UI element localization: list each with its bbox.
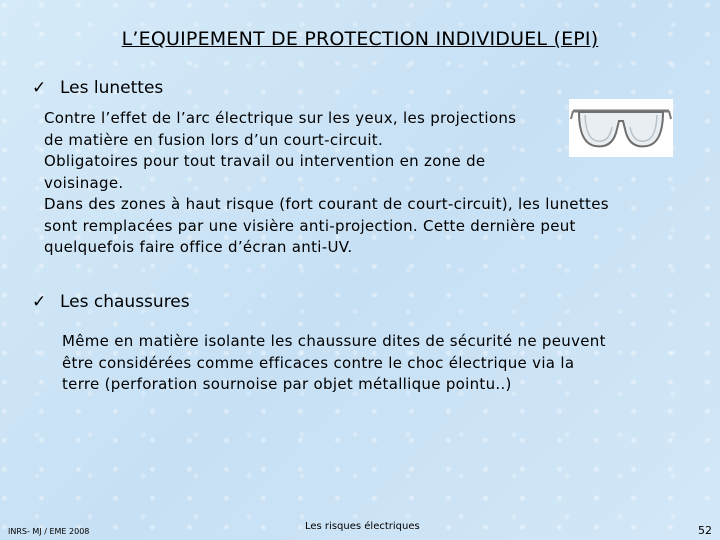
text-line: Contre l’effet de l’arc électrique sur les yeux, les projections (44, 109, 517, 127)
section-heading: Les lunettes (60, 78, 164, 98)
section-chaussures-text (62, 331, 606, 396)
page-number: 52 (698, 524, 712, 537)
text-line: terre (perforation sournoise par objet métallique pointu..) (62, 375, 512, 393)
section-lunettes-text (44, 108, 609, 259)
checkmark-icon: ✓ (32, 78, 47, 98)
footer-left: INRS- MJ / EME 2008 (8, 527, 90, 536)
text-line: être considérées comme efficaces contre le choc électrique via la (62, 353, 575, 372)
text-line: quelquefois faire office d’écran anti-UV. (44, 238, 353, 256)
text-line: sont remplacées par une visière anti-projection. Cette dernière peut (44, 216, 576, 235)
text-line: Même en matière isolante les chaussure dites de sécurité ne peuvent (62, 332, 606, 350)
text-line: voisinage. (44, 173, 124, 192)
section-chaussures-heading-row (32, 292, 190, 312)
text-line: de matière en fusion lors d’un court-circuit. (44, 130, 384, 149)
slide-title: L’EQUIPEMENT DE PROTECTION INDIVIDUEL (EPI) (121, 28, 599, 50)
checkmark-icon: ✓ (32, 292, 47, 312)
safety-glasses-icon (569, 99, 673, 157)
section-heading: Les chaussures (60, 292, 190, 312)
text-line: Obligatoires pour tout travail ou intervention en zone de (44, 152, 486, 170)
footer-center: Les risques électriques (305, 521, 420, 532)
section-lunettes-heading-row (32, 78, 163, 98)
text-line: Dans des zones à haut risque (fort courant de court-circuit), les lunettes (44, 195, 609, 213)
